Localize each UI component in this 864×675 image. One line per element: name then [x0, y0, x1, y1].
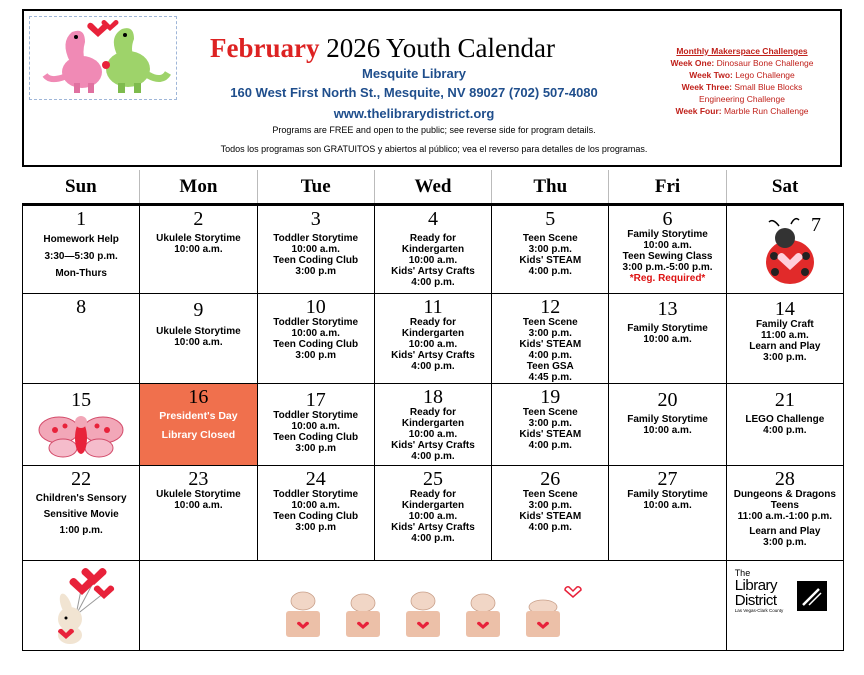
event-text: Teens [770, 500, 799, 511]
day-number: 1 [76, 208, 87, 230]
logo-mark-icon [797, 581, 827, 611]
event-text: Ukulele Storytime [156, 326, 241, 337]
day-number: 11 [423, 296, 443, 318]
empty-cell [140, 561, 257, 651]
day-cell-7 [726, 205, 843, 294]
ladybug-icon [757, 216, 827, 288]
day-cell-23 [140, 466, 257, 561]
week-row [23, 561, 844, 651]
notice-english: Programs are FREE and open to the public; see reverse side for program details. [272, 125, 596, 135]
event-text: Ready for [409, 317, 457, 328]
event-text: 4:00 p.m. [763, 425, 807, 436]
makerspace-challenges [644, 45, 840, 117]
day-number: 28 [774, 468, 795, 490]
weekday-sun: Sun [23, 170, 140, 205]
event-text: 4:00 p.m. [411, 451, 455, 462]
event-text: Teen Coding Club [273, 432, 359, 443]
event-text: Library Closed [161, 429, 236, 441]
event-text: Teen Sewing Class [622, 251, 713, 262]
event-text: Family Storytime [627, 229, 708, 240]
event-text: 3:30—5:30 p.m. [44, 251, 118, 262]
week-row [23, 294, 844, 384]
weekday-mon: Mon [140, 170, 257, 205]
dinosaur-couple-icon [29, 16, 177, 100]
event-text: 10:00 a.m. [408, 429, 458, 440]
library-district-logo: The Library District Las Vegas-Clark County [735, 569, 835, 614]
makerspace-week: Engineering Challenge [698, 94, 785, 104]
event-text: 4:00 p.m. [528, 266, 572, 277]
event-text: Toddler Storytime [273, 317, 359, 328]
event-text: Teen Scene [522, 233, 578, 244]
event-text: Kids' STEAM [519, 255, 582, 266]
event-text: Kids' Artsy Crafts [391, 522, 475, 533]
day-cell-5 [492, 205, 609, 294]
day-cell-27 [609, 466, 726, 561]
event-text: 10:00 a.m. [643, 500, 692, 511]
event-text: 4:00 p.m. [411, 361, 455, 372]
event-text: President's Day [159, 410, 238, 422]
event-text: 10:00 a.m. [291, 500, 340, 511]
event-text: 3:00 p.m [295, 266, 336, 277]
day-cell-15 [23, 384, 140, 466]
event-text: 10:00 a.m. [174, 244, 223, 255]
weekday-thu: Thu [492, 170, 609, 205]
event-text: Ready for [409, 407, 457, 418]
event-text: Family Craft [755, 319, 814, 330]
event-text: 11:00 a.m. [760, 330, 809, 341]
day-number: 9 [193, 299, 204, 321]
day-cell-19 [492, 384, 609, 466]
event-text: Toddler Storytime [273, 410, 359, 421]
day-cell-3 [257, 205, 374, 294]
day-cell-22 [23, 466, 140, 561]
day-cell-6 [609, 205, 726, 294]
day-cell-25 [374, 466, 491, 561]
week-row [23, 466, 844, 561]
event-text: 10:00 a.m. [291, 421, 340, 432]
event-text: Kindergarten [401, 328, 465, 339]
day-cell-4 [374, 205, 491, 294]
event-text: Homework Help [43, 234, 119, 245]
day-cell-17 [257, 384, 374, 466]
day-cell-26 [492, 466, 609, 561]
event-text: Teen Scene [522, 489, 578, 500]
event-text: 4:00 p.m. [411, 533, 455, 544]
day-number: 8 [76, 296, 87, 318]
calendar-header [22, 9, 842, 167]
event-text: Kindergarten [401, 244, 465, 255]
event-text: 10:00 a.m. [408, 339, 458, 350]
day-cell-12 [492, 294, 609, 384]
event-text: Kids' STEAM [519, 511, 582, 522]
event-text: Dungeons & Dragons [733, 489, 836, 500]
day-cell-24 [257, 466, 374, 561]
day-number: 17 [305, 389, 326, 411]
day-number: 7 [811, 214, 821, 236]
event-text: Teen Coding Club [273, 511, 359, 522]
event-text: 3:00 p.m [295, 522, 336, 533]
event-text: 3:00 p.m.-5:00 p.m. [622, 262, 713, 273]
event-text: Kids' Artsy Crafts [391, 350, 475, 361]
event-text: Family Storytime [627, 489, 708, 500]
event-text: Learn and Play [749, 341, 821, 352]
day-number: 12 [540, 296, 561, 318]
title-month: February [210, 33, 320, 63]
day-cell-11 [374, 294, 491, 384]
logo-cell [726, 561, 843, 651]
bunny-balloons-icon [36, 563, 126, 645]
event-text: 4:45 p.m. [528, 372, 572, 383]
day-number: 22 [71, 468, 92, 490]
weekday-tue: Tue [257, 170, 374, 205]
day-number: 19 [540, 386, 561, 408]
event-text: 3:00 p.m. [763, 537, 807, 548]
event-text: Kids' Artsy Crafts [391, 440, 475, 451]
makerspace-week: Week Two: Lego Challenge [689, 70, 795, 80]
day-number: 10 [305, 296, 326, 318]
makerspace-week: Week Three: Small Blue Blocks [681, 82, 803, 92]
day-number: 3 [310, 208, 321, 230]
calendar-grid [22, 170, 844, 651]
event-text: Teen Coding Club [273, 255, 359, 266]
makerspace-heading: Monthly Makerspace Challenges [676, 46, 808, 56]
notice-spanish: Todos los programas son GRATUITOS y abiertos al público; vea el reverso para detalles de los programas. [220, 144, 648, 154]
event-text: 3:00 p.m [295, 350, 336, 361]
event-text: 10:00 a.m. [643, 425, 692, 436]
event-text: Sensitive Movie [43, 509, 119, 520]
weekday-wed: Wed [374, 170, 491, 205]
event-text: Kids' Artsy Crafts [391, 266, 475, 277]
day-number: 20 [657, 389, 678, 411]
butterfly-icon [35, 412, 127, 460]
event-text: 10:00 a.m. [643, 334, 692, 345]
day-cell-8 [23, 294, 140, 384]
event-text: Teen Scene [522, 407, 578, 418]
event-text: Teen Scene [522, 317, 578, 328]
event-text: 10:00 a.m. [643, 240, 692, 251]
event-text: 3:00 p.m. [528, 500, 572, 511]
title-rest: 2026 Youth Calendar [319, 33, 555, 63]
day-cell-9 [140, 294, 257, 384]
day-number: 21 [774, 389, 795, 411]
day-number: 26 [540, 468, 561, 490]
event-text: LEGO Challenge [745, 414, 825, 425]
day-number: 25 [422, 468, 443, 490]
event-text: 3:00 p.m. [763, 352, 807, 363]
day-number: 5 [545, 208, 556, 230]
day-cell-18 [374, 384, 491, 466]
page-title [210, 33, 555, 64]
registration-note: *Reg. Required* [629, 273, 706, 284]
day-number: 13 [657, 298, 678, 320]
weekday-fri: Fri [609, 170, 726, 205]
event-text: Family Storytime [627, 414, 708, 425]
day-number: 23 [188, 468, 209, 490]
library-website[interactable]: www.thelibrarydistrict.org [333, 106, 495, 121]
weekday-sat: Sat [726, 170, 843, 205]
day-number: 2 [193, 208, 204, 230]
event-text: 10:00 a.m. [174, 337, 223, 348]
weekday-header-row [23, 170, 844, 205]
event-text: Mon-Thurs [55, 268, 107, 279]
event-text: 3:00 p.m. [528, 244, 572, 255]
library-name: Mesquite Library [361, 66, 467, 81]
empty-cell [609, 561, 726, 651]
day-number: 16 [188, 386, 209, 408]
day-number: 24 [305, 468, 326, 490]
day-number: 4 [427, 208, 438, 230]
library-address: 160 West First North St., Mesquite, NV 89027 (702) 507-4080 [230, 85, 598, 100]
day-number: 27 [657, 468, 678, 490]
day-cell-10 [257, 294, 374, 384]
day-cell-14 [726, 294, 843, 384]
event-text: Toddler Storytime [273, 233, 359, 244]
event-text: 10:00 a.m. [408, 255, 458, 266]
event-text: Ukulele Storytime [156, 489, 241, 500]
event-text: 4:00 p.m. [528, 440, 572, 451]
event-text: 1:00 p.m. [59, 525, 103, 536]
event-text: Toddler Storytime [273, 489, 359, 500]
event-text: 11:00 a.m.-1:00 p.m. [737, 511, 833, 522]
event-text: Teen Coding Club [273, 339, 359, 350]
event-text: 3:00 p.m. [528, 328, 572, 339]
event-text: 3:00 p.m [295, 443, 336, 454]
event-text: Children's Sensory [35, 493, 127, 504]
bunny-basket-cell [257, 561, 609, 651]
event-text: Learn and Play [749, 526, 821, 537]
event-text: 10:00 a.m. [291, 328, 340, 339]
day-cell-16 [140, 384, 257, 466]
event-text: Ready for [409, 233, 457, 244]
day-cell-13 [609, 294, 726, 384]
event-text: Kindergarten [401, 500, 465, 511]
event-text: Ready for [409, 489, 457, 500]
week-row [23, 384, 844, 466]
makerspace-week: Week Four: Marble Run Challenge [675, 106, 809, 116]
event-text: 10:00 a.m. [291, 244, 340, 255]
day-number: 18 [422, 386, 443, 408]
bunnies-in-baskets-icon [268, 581, 598, 643]
event-text: 4:00 p.m. [528, 522, 572, 533]
event-text: 4:00 p.m. [528, 350, 572, 361]
day-number: 14 [774, 298, 795, 320]
event-text: 4:00 p.m. [411, 277, 455, 288]
event-text: Kids' STEAM [519, 339, 582, 350]
day-number: 15 [71, 389, 92, 411]
day-number: 6 [662, 208, 673, 230]
event-text: 10:00 a.m. [174, 500, 223, 511]
event-text: Ukulele Storytime [156, 233, 241, 244]
week-row [23, 205, 844, 294]
day-cell-1 [23, 205, 140, 294]
event-text: 10:00 a.m. [408, 511, 458, 522]
bunny-cell [23, 561, 140, 651]
day-cell-2 [140, 205, 257, 294]
event-text: Kids' STEAM [519, 429, 582, 440]
day-cell-21 [726, 384, 843, 466]
event-text: Kindergarten [401, 418, 465, 429]
day-cell-20 [609, 384, 726, 466]
makerspace-week: Week One: Dinosaur Bone Challenge [670, 58, 814, 68]
event-text: Family Storytime [627, 323, 708, 334]
event-text: 3:00 p.m. [528, 418, 572, 429]
day-cell-28 [726, 466, 843, 561]
event-text: Teen GSA [526, 361, 574, 372]
